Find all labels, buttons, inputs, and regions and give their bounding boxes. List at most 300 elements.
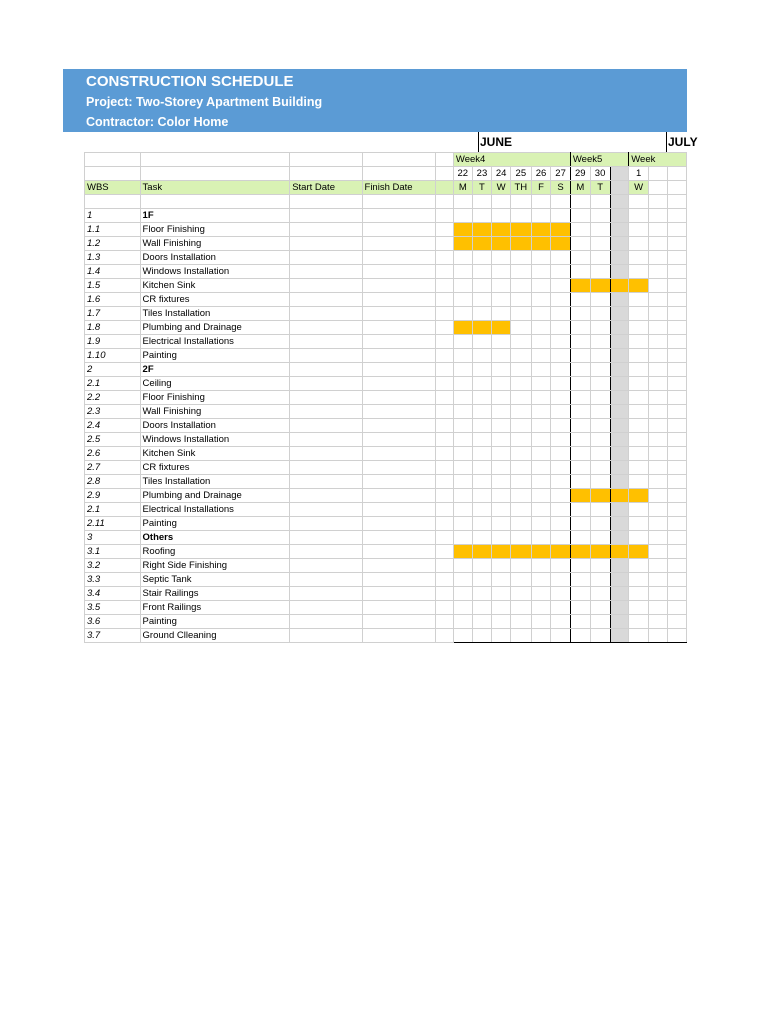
schedule-cell (667, 264, 686, 278)
schedule-cell (551, 530, 571, 544)
schedule-cell (570, 418, 590, 432)
task-row (85, 362, 687, 376)
schedule-cell (648, 404, 667, 418)
schedule-cell (570, 320, 590, 334)
task-row (85, 222, 687, 236)
schedule-bar-cell (492, 320, 511, 334)
schedule-cell (551, 432, 571, 446)
schedule-cell (453, 446, 472, 460)
schedule-bar-cell (453, 236, 472, 250)
blank-cell (610, 195, 629, 209)
schedule-cell (648, 334, 667, 348)
task-row (85, 432, 687, 446)
schedule-cell (551, 572, 571, 586)
schedule-cell (551, 600, 571, 614)
schedule-cell (590, 558, 610, 572)
task-row (85, 278, 687, 292)
july-divider (666, 132, 667, 152)
schedule-bar-cell (453, 544, 472, 558)
schedule-cell (472, 516, 492, 530)
task-name: Windows Installation (140, 264, 290, 278)
blank-cell (435, 153, 453, 167)
schedule-cell (590, 306, 610, 320)
schedule-cell (510, 516, 531, 530)
blank-cell (435, 222, 453, 236)
finish-date-cell (362, 544, 435, 558)
schedule-cell (648, 390, 667, 404)
schedule-cell (472, 292, 492, 306)
schedule-cell (453, 474, 472, 488)
blank-cell (435, 167, 453, 181)
task-row (85, 572, 687, 586)
schedule-cell (551, 404, 571, 418)
schedule-cell (667, 222, 686, 236)
schedule-cell (531, 628, 551, 642)
task-row (85, 348, 687, 362)
schedule-cell (648, 236, 667, 250)
start-date-cell (290, 628, 362, 642)
wbs-cell: 2.4 (85, 418, 141, 432)
schedule-cell (492, 334, 511, 348)
schedule-cell (590, 516, 610, 530)
schedule-cell (551, 516, 571, 530)
schedule-bar-cell (492, 544, 511, 558)
schedule-cell (629, 446, 649, 460)
schedule-cell (492, 348, 511, 362)
schedule-cell (551, 264, 571, 278)
schedule-cell (510, 264, 531, 278)
start-date-cell (290, 586, 362, 600)
schedule-cell (629, 586, 649, 600)
schedule-cell (531, 278, 551, 292)
wbs-cell: 1.6 (85, 292, 141, 306)
schedule-cell (453, 600, 472, 614)
finish-date-cell (362, 446, 435, 460)
schedule-cell (648, 292, 667, 306)
start-date-cell (290, 488, 362, 502)
schedule-cell (570, 446, 590, 460)
schedule-cell (570, 502, 590, 516)
schedule-cell (570, 376, 590, 390)
schedule-cell (453, 530, 472, 544)
schedule-cell (590, 586, 610, 600)
task-row (85, 264, 687, 278)
finish-date-cell (362, 236, 435, 250)
blank-cell (435, 390, 453, 404)
schedule-bar-cell (531, 544, 551, 558)
task-row (85, 516, 687, 530)
finish-date-cell (362, 460, 435, 474)
schedule-bar-cell (472, 222, 492, 236)
schedule-cell (551, 320, 571, 334)
schedule-cell (551, 614, 571, 628)
schedule-cell (610, 250, 629, 264)
schedule-bar-cell (629, 488, 649, 502)
blank-cell (510, 195, 531, 209)
start-date-cell (290, 236, 362, 250)
schedule-cell (510, 250, 531, 264)
schedule-cell (551, 334, 571, 348)
schedule-cell (570, 474, 590, 488)
schedule-cell (510, 600, 531, 614)
schedule-cell (590, 208, 610, 222)
schedule-cell (472, 376, 492, 390)
schedule-cell (570, 348, 590, 362)
finish-date-cell (362, 614, 435, 628)
date-23: 23 (472, 167, 492, 181)
schedule-cell (667, 628, 686, 642)
schedule-cell (629, 516, 649, 530)
schedule-cell (610, 586, 629, 600)
blank-cell (551, 195, 571, 209)
schedule-bar-cell (570, 488, 590, 502)
blank-cell (610, 167, 629, 181)
task-name: 1F (140, 208, 290, 222)
blank-cell (435, 334, 453, 348)
wbs-cell: 1.4 (85, 264, 141, 278)
blank-cell (435, 446, 453, 460)
schedule-cell (590, 362, 610, 376)
schedule-cell (570, 530, 590, 544)
week-label-5: Week5 (570, 153, 628, 167)
schedule-cell (648, 544, 667, 558)
blank-cell (290, 153, 362, 167)
finish-date-cell (362, 572, 435, 586)
task-row (85, 292, 687, 306)
schedule-cell (492, 306, 511, 320)
schedule-header (63, 69, 687, 132)
blank-cell (362, 195, 435, 209)
schedule-cell (453, 516, 472, 530)
schedule-cell (648, 600, 667, 614)
blank-cell (453, 195, 472, 209)
finish-date-cell (362, 404, 435, 418)
start-date-cell (290, 208, 362, 222)
blank-cell (362, 167, 435, 181)
schedule-cell (610, 404, 629, 418)
schedule-cell (610, 460, 629, 474)
schedule-cell (648, 530, 667, 544)
task-row (85, 208, 687, 222)
col-header-start: Start Date (290, 181, 362, 195)
schedule-cell (510, 446, 531, 460)
task-row (85, 236, 687, 250)
schedule-bar-cell (551, 544, 571, 558)
schedule-cell (531, 460, 551, 474)
finish-date-cell (362, 628, 435, 642)
schedule-cell (590, 404, 610, 418)
start-date-cell (290, 418, 362, 432)
wbs-cell: 1.3 (85, 250, 141, 264)
schedule-cell (551, 292, 571, 306)
wbs-cell: 2.7 (85, 460, 141, 474)
schedule-cell (629, 306, 649, 320)
schedule-cell (551, 208, 571, 222)
schedule-cell (492, 432, 511, 446)
task-name: Wall Finishing (140, 404, 290, 418)
schedule-cell (492, 250, 511, 264)
wbs-cell: 2.2 (85, 390, 141, 404)
schedule-cell (667, 292, 686, 306)
task-row (85, 390, 687, 404)
schedule-cell (648, 306, 667, 320)
schedule-cell (510, 390, 531, 404)
schedule-cell (610, 600, 629, 614)
schedule-cell (648, 572, 667, 586)
start-date-cell (290, 278, 362, 292)
finish-date-cell (362, 222, 435, 236)
schedule-cell (667, 460, 686, 474)
schedule-cell (570, 292, 590, 306)
schedule-cell (551, 488, 571, 502)
date-27: 27 (551, 167, 571, 181)
date-row (85, 167, 687, 181)
start-date-cell (290, 572, 362, 586)
schedule-cell (667, 600, 686, 614)
schedule-cell (667, 418, 686, 432)
wbs-cell: 3.4 (85, 586, 141, 600)
wbs-cell: 1.5 (85, 278, 141, 292)
schedule-cell (570, 236, 590, 250)
schedule-cell (667, 208, 686, 222)
wbs-cell: 2.1 (85, 376, 141, 390)
day-w: W (492, 181, 511, 195)
schedule-title: CONSTRUCTION SCHEDULE (86, 73, 294, 90)
wbs-cell: 2.5 (85, 432, 141, 446)
schedule-cell (590, 418, 610, 432)
task-name: Doors Installation (140, 250, 290, 264)
schedule-cell (492, 460, 511, 474)
schedule-cell (629, 432, 649, 446)
start-date-cell (290, 614, 362, 628)
schedule-cell (492, 558, 511, 572)
finish-date-cell (362, 292, 435, 306)
schedule-cell (648, 278, 667, 292)
schedule-cell (551, 278, 571, 292)
schedule-cell (492, 628, 511, 642)
schedule-cell (510, 292, 531, 306)
date-29: 29 (570, 167, 590, 181)
schedule-bar-cell (629, 278, 649, 292)
task-row (85, 614, 687, 628)
task-row (85, 502, 687, 516)
blank-cell (140, 153, 290, 167)
start-date-cell (290, 516, 362, 530)
schedule-cell (629, 474, 649, 488)
task-name: Painting (140, 348, 290, 362)
schedule-cell (570, 208, 590, 222)
schedule-cell (590, 348, 610, 362)
schedule-cell (492, 404, 511, 418)
finish-date-cell (362, 278, 435, 292)
schedule-cell (610, 446, 629, 460)
schedule-cell (629, 208, 649, 222)
blank-cell (290, 167, 362, 181)
schedule-cell (648, 348, 667, 362)
start-date-cell (290, 376, 362, 390)
schedule-cell (570, 516, 590, 530)
wbs-cell: 2.8 (85, 474, 141, 488)
schedule-cell (531, 418, 551, 432)
schedule-cell (648, 614, 667, 628)
schedule-bar-cell (590, 278, 610, 292)
schedule-cell (492, 278, 511, 292)
wbs-cell: 2.1 (85, 502, 141, 516)
schedule-cell (472, 488, 492, 502)
schedule-cell (510, 460, 531, 474)
schedule-cell (629, 376, 649, 390)
spacer-row (85, 195, 687, 209)
schedule-cell (472, 432, 492, 446)
schedule-cell (570, 362, 590, 376)
wbs-cell: 3.7 (85, 628, 141, 642)
schedule-cell (531, 320, 551, 334)
schedule-cell (551, 628, 571, 642)
schedule-cell (531, 516, 551, 530)
schedule-bar-cell (570, 278, 590, 292)
schedule-table (84, 152, 687, 643)
schedule-cell (610, 558, 629, 572)
task-name: Ground Clleaning (140, 628, 290, 642)
finish-date-cell (362, 250, 435, 264)
schedule-cell (453, 628, 472, 642)
blank-cell (435, 264, 453, 278)
schedule-cell (531, 474, 551, 488)
blank-cell (435, 278, 453, 292)
schedule-cell (453, 376, 472, 390)
schedule-cell (610, 432, 629, 446)
schedule-cell (492, 264, 511, 278)
schedule-cell (510, 614, 531, 628)
start-date-cell (290, 222, 362, 236)
task-name: Floor Finishing (140, 390, 290, 404)
blank-cell (570, 195, 590, 209)
start-date-cell (290, 558, 362, 572)
blank-cell (435, 600, 453, 614)
finish-date-cell (362, 586, 435, 600)
schedule-cell (472, 446, 492, 460)
blank-cell (435, 544, 453, 558)
schedule-cell (472, 264, 492, 278)
finish-date-cell (362, 502, 435, 516)
blank-cell (648, 167, 667, 181)
week-label-next: Week (629, 153, 687, 167)
wbs-cell: 1.7 (85, 306, 141, 320)
finish-date-cell (362, 474, 435, 488)
blank-cell (435, 516, 453, 530)
schedule-cell (667, 432, 686, 446)
schedule-cell (453, 614, 472, 628)
day-w: W (629, 181, 649, 195)
schedule-cell (453, 488, 472, 502)
blank-cell (435, 474, 453, 488)
schedule-cell (667, 586, 686, 600)
schedule-cell (510, 628, 531, 642)
schedule-cell (570, 306, 590, 320)
schedule-cell (648, 628, 667, 642)
schedule-cell (629, 502, 649, 516)
schedule-cell (648, 516, 667, 530)
col-header-spacer (435, 181, 453, 195)
schedule-cell (590, 222, 610, 236)
wbs-cell: 1.10 (85, 348, 141, 362)
schedule-cell (510, 488, 531, 502)
blank-cell (492, 195, 511, 209)
blank-cell (435, 488, 453, 502)
schedule-cell (610, 236, 629, 250)
schedule-cell (610, 628, 629, 642)
schedule-cell (453, 390, 472, 404)
schedule-bar-cell (472, 544, 492, 558)
schedule-cell (510, 572, 531, 586)
start-date-cell (290, 446, 362, 460)
blank-cell (435, 558, 453, 572)
schedule-cell (510, 334, 531, 348)
project-name: Project: Two-Storey Apartment Building (86, 95, 323, 109)
wbs-cell: 3 (85, 530, 141, 544)
schedule-cell (492, 474, 511, 488)
task-name: Right Side Finishing (140, 558, 290, 572)
schedule-cell (648, 502, 667, 516)
schedule-cell (531, 502, 551, 516)
finish-date-cell (362, 348, 435, 362)
schedule-bar-cell (510, 544, 531, 558)
schedule-cell (510, 208, 531, 222)
schedule-cell (531, 390, 551, 404)
schedule-cell (570, 432, 590, 446)
task-row (85, 376, 687, 390)
schedule-cell (570, 628, 590, 642)
blank-cell (610, 181, 629, 195)
schedule-cell (648, 320, 667, 334)
task-row (85, 306, 687, 320)
schedule-cell (590, 236, 610, 250)
month-july: JULY (668, 135, 698, 149)
schedule-cell (667, 376, 686, 390)
task-name: Tiles Installation (140, 306, 290, 320)
schedule-cell (472, 208, 492, 222)
schedule-cell (667, 306, 686, 320)
schedule-cell (629, 250, 649, 264)
date-25: 25 (510, 167, 531, 181)
schedule-cell (629, 222, 649, 236)
schedule-cell (667, 404, 686, 418)
june-divider (478, 132, 479, 152)
task-name: Others (140, 530, 290, 544)
day-t: T (590, 181, 610, 195)
blank-cell (435, 432, 453, 446)
schedule-cell (667, 502, 686, 516)
schedule-cell (629, 404, 649, 418)
blank-cell (435, 250, 453, 264)
schedule-cell (453, 572, 472, 586)
start-date-cell (290, 544, 362, 558)
schedule-cell (472, 558, 492, 572)
schedule-cell (610, 334, 629, 348)
schedule-cell (551, 376, 571, 390)
finish-date-cell (362, 208, 435, 222)
schedule-cell (610, 614, 629, 628)
schedule-cell (667, 474, 686, 488)
task-name: Electrical Installations (140, 334, 290, 348)
schedule-cell (570, 404, 590, 418)
start-date-cell (290, 432, 362, 446)
schedule-cell (453, 292, 472, 306)
date-22: 22 (453, 167, 472, 181)
task-name: CR fixtures (140, 460, 290, 474)
schedule-cell (590, 530, 610, 544)
schedule-bar-cell (590, 544, 610, 558)
